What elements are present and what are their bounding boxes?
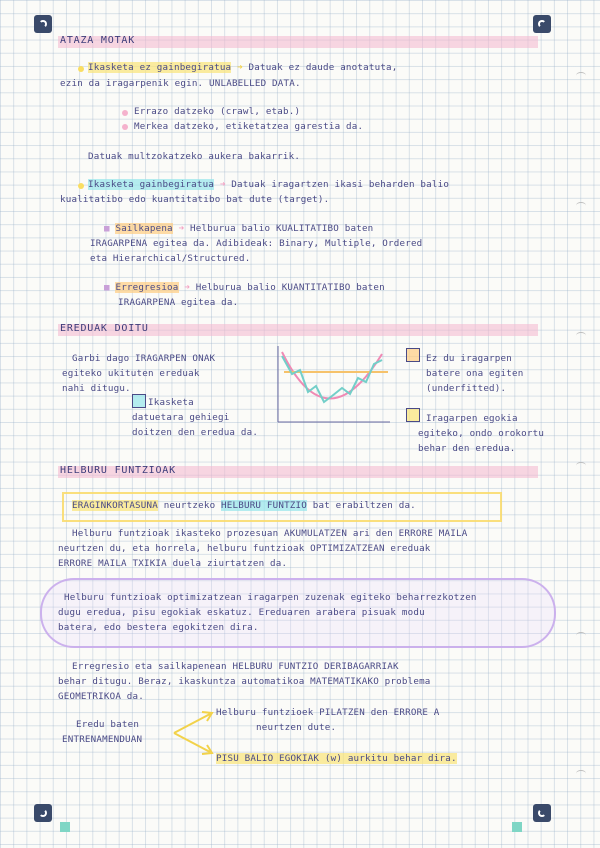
arrow-icon (172, 708, 216, 758)
underfit-swatch (406, 348, 420, 362)
binder-ring (576, 632, 586, 639)
training-right1: Helburu funtzioek PILATZEN den ERRORE A (216, 707, 440, 718)
mint-marker (60, 822, 70, 832)
binder-ring (576, 462, 586, 469)
binder-ring (576, 72, 586, 79)
unsupervised-note: Datuak multzokatzeko aukera bakarrik. (88, 151, 301, 162)
regression-def: Helburua balio KUANTITATIBO baten (195, 282, 385, 293)
page-corner-icon (34, 15, 52, 33)
goodfit-line1: Iragarpen egokia (426, 413, 518, 424)
arrow-icon: ➜ (237, 62, 243, 73)
fit-line2: egiteko ukituten ereduak (62, 368, 200, 379)
arrow-icon: ➜ (219, 179, 226, 190)
overfit-swatch (132, 394, 146, 408)
objective-p1a: Helburu funtzioak ikasteko prozesuan AKUMULATZEN ari den ERRORE MAILA (72, 528, 468, 539)
section-title-ereduak: EREDUAK DOITU (60, 323, 149, 334)
binder-ring (576, 202, 586, 209)
classification-line3: eta Hierarchical/Structured. (90, 253, 251, 264)
fit-curve-figure (272, 344, 392, 426)
regression-line1: ■ Erregresioa ➜ Helburua balio KUANTITATIBO baten (104, 282, 385, 293)
bullet (78, 66, 84, 72)
underfit-line1: Ez du iragarpen (426, 353, 512, 364)
objective-p2b: behar ditugu. Beraz, ikaskuntza automatikoa MATEMATIKAKO problema (58, 676, 431, 687)
regression-term: Erregresioa (115, 282, 179, 293)
classification-term: Sailkapena (115, 223, 173, 234)
training-left1: Eredu baten (76, 719, 140, 730)
fit-line3: nahi ditugu. (62, 383, 131, 394)
overfit-line3: doitzen den eredua da. (132, 427, 259, 438)
bullet (122, 110, 128, 116)
unsupervised-line2: ezin da iragarpenik egin. UNLABELLED DATA. (60, 78, 301, 89)
classification-line2: IRAGARPENA egitea da. Adibideak: Binary, Multiple, Ordered (90, 238, 423, 249)
training-right2: neurtzen dute. (256, 722, 337, 733)
training-right3-text: PISU BALIO EGOKIAK (w) aurkitu behar dira. (216, 753, 457, 764)
arrow-icon: ➜ (178, 223, 185, 234)
cloud-line1: Helburu funtzioak optimizatzean iragarpen zuzenak egiteko beharrezkotzen (64, 592, 477, 603)
supervised-line2: kualitatibo edo kuantitatibo bat dute (target). (60, 194, 330, 205)
goodfit-swatch (406, 408, 420, 422)
definition-text: ERAGINKORTASUNA neurtzeko HELBURU FUNTZIO bat erabiltzen da. (72, 500, 416, 511)
objective-p1b: neurtzen du, eta horrela, helburu funtzioak OPTIMIZATZEAN ereduak (58, 543, 431, 554)
cloud-line3: batera, edo bestera egokitzen dira. (58, 622, 259, 633)
regression-line2: IRAGARPENA egitea da. (118, 297, 239, 308)
mint-marker (512, 822, 522, 832)
binder-ring (576, 770, 586, 777)
underfit-line2: batere ona egiten (426, 368, 524, 379)
supervised-def: Datuak iragartzen ikasi beharden balio (231, 179, 450, 190)
page-corner-icon (34, 804, 52, 822)
classification-line1: ■ Sailkapena ➜ Helburua balio KUALITATIBO baten (104, 223, 374, 234)
goodfit-line3: behar den eredua. (418, 443, 516, 454)
unsupervised-line1 (88, 61, 398, 74)
binder-ring (576, 332, 586, 339)
unsupervised-item1: Errazo datzeko (crawl, etab.) (134, 106, 301, 117)
goodfit-line2: egiteko, ondo orokortu (418, 428, 545, 439)
page-corner-icon (533, 804, 551, 822)
unsupervised-term: Ikasketa ez gainbegiratua (88, 62, 232, 73)
section-title-helburu: HELBURU FUNTZIOAK (60, 465, 176, 476)
bullet (122, 124, 128, 130)
objective-p2c: GEOMETRIKOA da. (58, 691, 144, 702)
bullet (78, 183, 84, 189)
overfit-line2: datuetara gehiegi (132, 412, 230, 423)
cloud-line2: dugu eredua, pisu egokiak eskatuz. Ereduaren arabera pisuak modu (58, 607, 425, 618)
training-left2: ENTRENAMENDUAN (62, 734, 143, 745)
objective-p1c: ERRORE MAILA TXIKIA duela ziurtatzen da. (58, 558, 288, 569)
fit-line1: Garbi dago IRAGARPEN ONAK (72, 353, 216, 364)
unsupervised-def: Datuak ez daude anotatuta, (248, 62, 398, 73)
underfit-line3: (underfitted). (426, 383, 507, 394)
supervised-line1 (88, 178, 449, 191)
supervised-term: Ikasketa gainbegiratua (88, 179, 215, 190)
classification-def: Helburua balio KUALITATIBO baten (190, 223, 374, 234)
overfit-line1: Ikasketa (148, 397, 194, 408)
training-right3 (216, 752, 457, 765)
unsupervised-item2: Merkea datzeko, etiketatzea garestia da. (134, 121, 364, 132)
section-title-ataza: ATAZA MOTAK (60, 35, 136, 46)
arrow-icon: ➜ (184, 282, 190, 293)
page-corner-icon (533, 15, 551, 33)
objective-p2a: Erregresio eta sailkapenean HELBURU FUNTZIO DERIBAGARRIAK (72, 661, 399, 672)
